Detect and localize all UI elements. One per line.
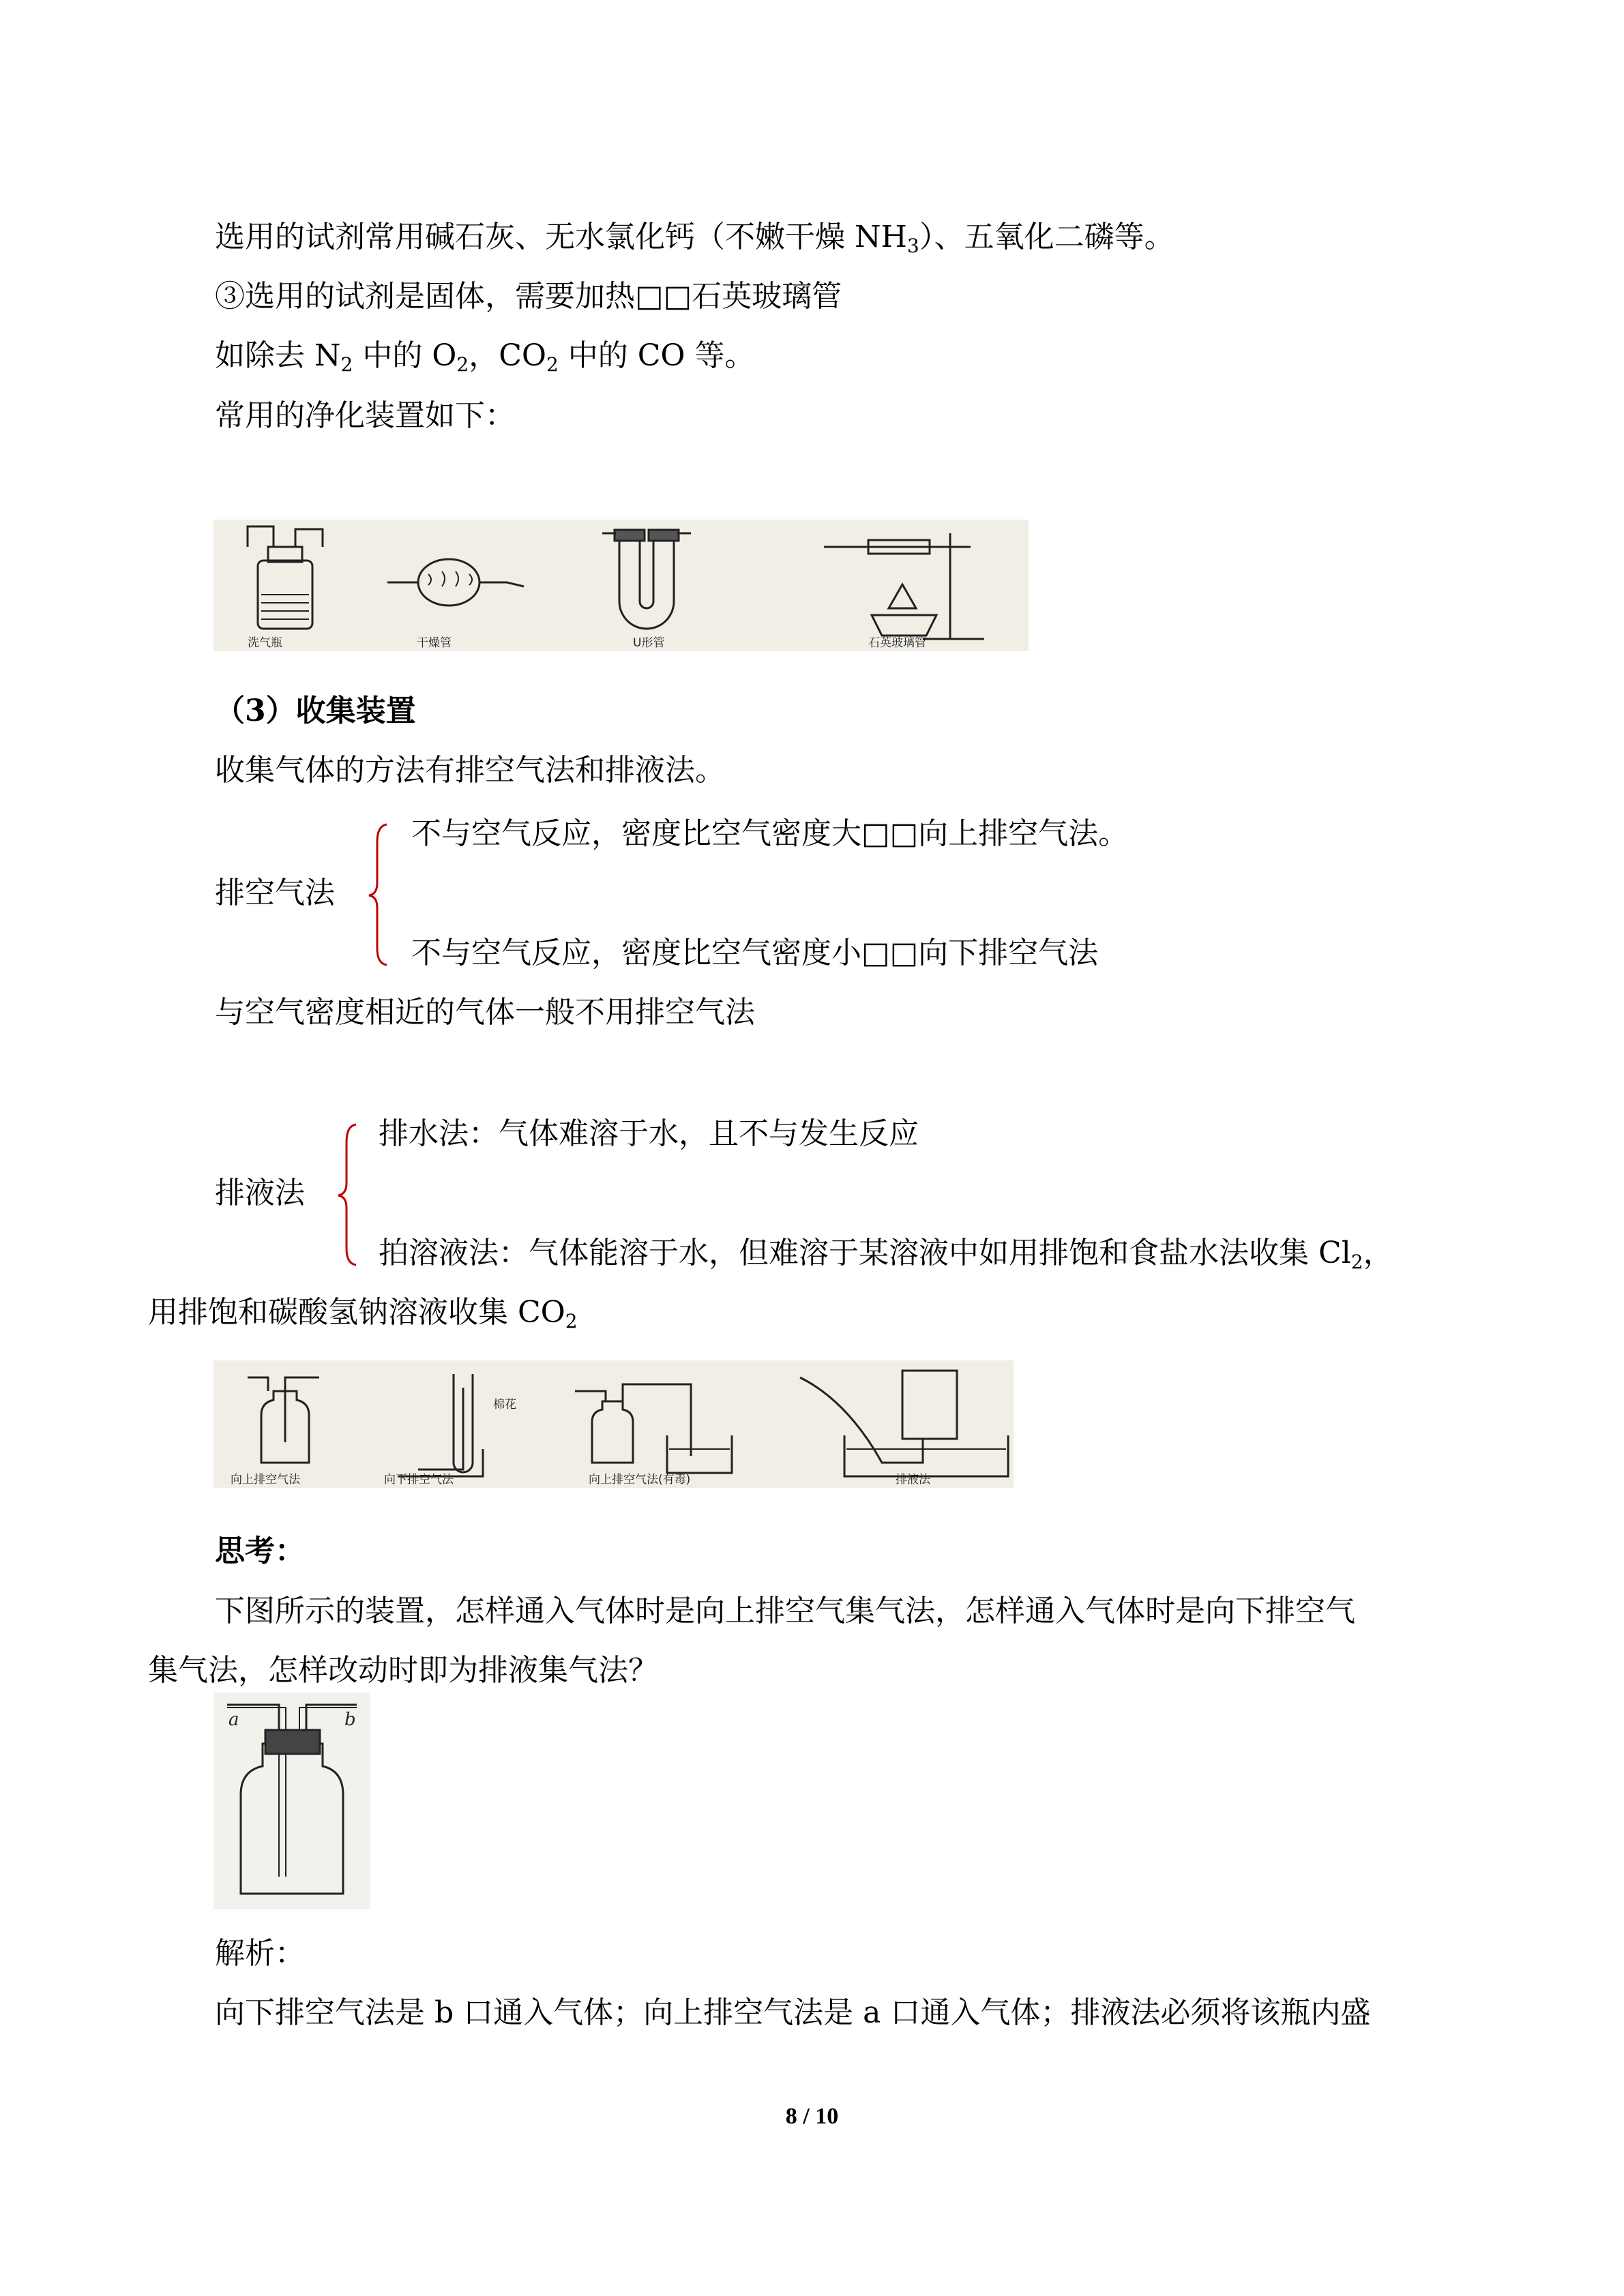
caption-downward-air: 向下排空气法 bbox=[384, 1473, 454, 1487]
section-heading-collection: （3）收集装置 bbox=[215, 694, 416, 728]
think-heading: 思考： bbox=[215, 1534, 305, 1568]
caption-upward-air: 向上排空气法 bbox=[231, 1473, 300, 1487]
page-number: 8 / 10 bbox=[785, 2104, 839, 2129]
air-method-note: 与空气密度相近的气体一般不用排空气法 bbox=[215, 995, 755, 1030]
gas-bottle-figure bbox=[213, 1693, 370, 1909]
upward-air-bottle-icon bbox=[248, 1377, 319, 1463]
u-tube-icon bbox=[602, 530, 691, 629]
purification-devices-figure bbox=[213, 520, 1029, 651]
air-method-brace bbox=[365, 822, 392, 968]
caption-u-tube: U形管 bbox=[633, 636, 665, 650]
downward-air-tube-icon bbox=[398, 1374, 483, 1476]
analysis-label: 解析： bbox=[215, 1936, 305, 1971]
text-line-reagents: 选用的试剂常用碱石灰、无水氯化钙（不嫩干燥 $NH_3$）、五氧化二磷等。 bbox=[215, 220, 1175, 257]
text-collection-intro: 收集气体的方法有排空气法和排液法。 bbox=[215, 753, 725, 788]
liquid-method-continuation: 用排饱和碳酸氢钠溶液收集 $CO_2$ bbox=[148, 1295, 578, 1332]
text-line-example: 如除去 $N_2$ 中的 $O_2$，$CO_2$ 中的 CO 等。 bbox=[215, 338, 755, 376]
gas-bottle-icon bbox=[227, 1705, 357, 1894]
caption-toxic-air: 向上排空气法(有毒) bbox=[589, 1473, 691, 1487]
air-method-upward: 不与空气反应，密度比空气密度大□□向上排空气法。 bbox=[411, 816, 1129, 851]
liquid-method-brace bbox=[334, 1122, 361, 1268]
quartz-tube-icon bbox=[824, 533, 984, 639]
liquid-method-water: 排水法：气体难溶于水，且不与发生反应 bbox=[379, 1116, 919, 1151]
caption-wash-bottle: 洗气瓶 bbox=[248, 636, 282, 650]
liquid-displacement-icon bbox=[800, 1371, 1008, 1476]
think-question-line2: 集气法，怎样改动时即为排液集气法？ bbox=[148, 1653, 658, 1688]
text-line-heating: ③选用的试剂是固体，需要加热□□石英玻璃管 bbox=[215, 279, 842, 314]
air-method-label: 排空气法 bbox=[215, 876, 335, 910]
caption-quartz-tube: 石英玻璃管 bbox=[868, 636, 926, 650]
analysis-text: 向下排空气法是 b 口通入气体；向上排空气法是 a 口通入气体；排液法必须将该瓶内盛 bbox=[215, 1995, 1371, 2030]
liquid-method-solution: 拍溶液法：气体能溶于水，但难溶于某溶液中如用排饱和食盐水法收集 $Cl_2$， bbox=[379, 1236, 1393, 1273]
label-cotton: 棉花 bbox=[493, 1398, 516, 1412]
gas-washing-bottle-icon bbox=[248, 526, 323, 629]
text-line-devices: 常用的净化装置如下： bbox=[215, 398, 515, 433]
port-b-label: b bbox=[344, 1710, 356, 1730]
drying-tube-icon bbox=[387, 559, 524, 606]
caption-liquid: 排液法 bbox=[896, 1473, 930, 1487]
caption-drying-tube: 干燥管 bbox=[417, 636, 452, 650]
port-a-label: a bbox=[228, 1710, 239, 1730]
toxic-gas-setup-icon bbox=[575, 1384, 732, 1473]
liquid-method-label: 排液法 bbox=[215, 1176, 305, 1210]
collection-devices-figure bbox=[213, 1360, 1014, 1488]
air-method-downward: 不与空气反应，密度比空气密度小□□向下排空气法 bbox=[411, 936, 1099, 970]
think-question-line1: 下图所示的装置，怎样通入气体时是向上排空气集气法，怎样通入气体时是向下排空气 bbox=[215, 1594, 1355, 1628]
